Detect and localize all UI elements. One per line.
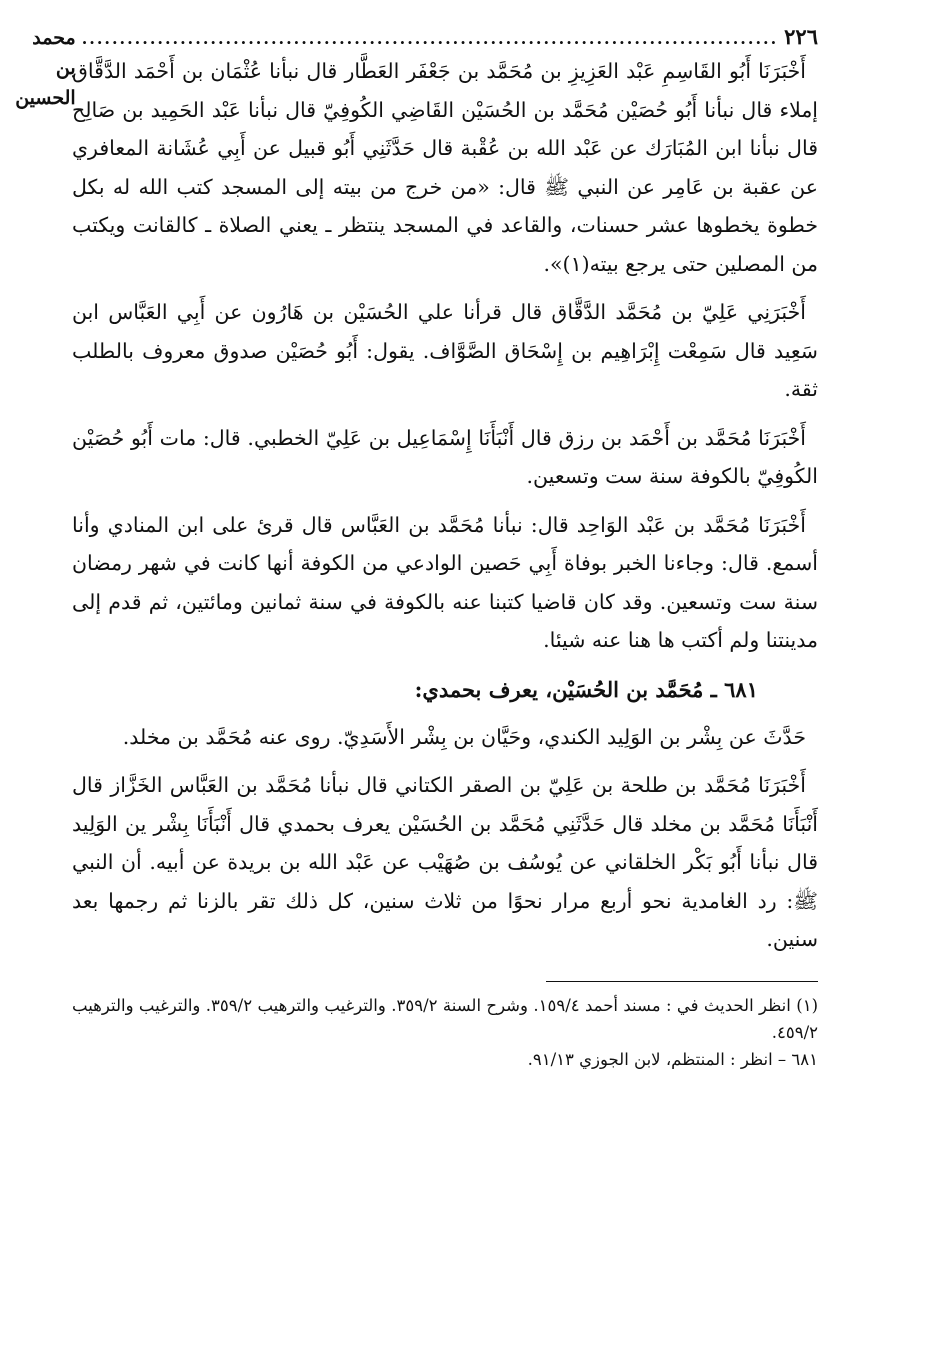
running-header	[15, 22, 818, 109]
running-title: محمد بن الحسين	[15, 27, 76, 109]
footnote-2: ٦٨١ – انظر : المنتظم، لابن الجوزي ٩١/١٣.	[527, 1049, 818, 1069]
footnote-1: (١) انظر الحديث في : مسند أحمد ١٥٩/٤. وشرح السنة ٣٥٩/٢. والترغيب والترهيب ٣٥٩/٢. والترغيب والترهيب ٤٥٩/٢.	[72, 995, 818, 1042]
paragraph-1: أَخْبَرَنَا أَبُو القَاسِمِ عَبْد العَزِيزِ بن مُحَمَّد بن جَعْفَر العَطَّار قال نبأنا عُثْمَان بن أَحْمَد الدَّقَّاق إملاء قال نبأنا أَبُو حُصَيْن مُحَمَّد بن الحُسَيْن القَاضِي الكُوفِيّ قال نبأنا عَبْد الحَمِيد بن صَالِح قال نبأنا ابن المُبَارَك عن عَبْد الله بن عُقْبة قال حَدَّثَنِي أَبُو قبيل عن أَبِي عُشَانة المعافري عن عقبة بن عَامِر عن النبي ﷺ قال: «من خرج من بيته إلى المسجد كتب الله له بكل خطوة يخطوها عشر حسنات، والقاعد في المسجد ينتظر ـ يعني الصلاة ـ كالقانت ويكتب من المصلين حتى يرجع بيته(١)».	[72, 59, 819, 276]
document-page	[15, 22, 819, 1332]
entry-heading: ٦٨١ ـ مُحَمَّد بن الحُسَيْن، يعرف بحمدي:	[414, 676, 758, 702]
paragraph-2: أَخْبَرَنِي عَلِيّ بن مُحَمَّد الدَّقَّاق قال قرأنا علي الحُسَيْن بن هَارُون عن أَبِي العَبَّاس ابن سَعِيد قال سَمِعْت إِبْرَاهِيم بن إِسْحَاق الصَّوَّاف. يقول: أَبُو حُصَيْن صدوق معروف بالطلب ثقة.	[72, 300, 818, 401]
paragraph-4: أَخْبَرَنَا مُحَمَّد بن عَبْد الوَاحِد قال: نبأنا مُحَمَّد بن العَبَّاس قال قرئ على ابن المنادي وأنا أسمع. قال: وجاءنا الخبر بوفاة أَبِي حَصين الوادعي من الكوفة أنها كانت في شهر رمضان سنة ست وتسعين. وقد كان قاضيا كتبنا عنه بالكوفة في سنة ثمانين ومائتين، ثم قدم إلى مدينتنا ولم أكتب ها هنا عنه شيئا.	[72, 512, 818, 652]
paragraph-6: أَخْبَرَنَا مُحَمَّد بن طلحة بن عَلِيّ بن الصقر الكتاني قال نبأنا مُحَمَّد بن العَبَّاس الخَزَّاز قال أَنْبَأَنَا مُحَمَّد بن مخلد قال حَدَّثَنِي مُحَمَّد بن الحُسَيْن يعرف بحمدي قال أَنْبَأَنَا بِشْر ين الوَلِيد قال نبأنا أَبُو بَكْر الخلقاني عن يُوسُف بن صُهَيْب عن عَبْد الله بن بريدة عن أبيه. أن النبي ﷺ: رد الغامدية نحو أربع مرار نحوًا من ثلاث سنين، كل ذلك تقر بالزنا ثم رجمها بعد سنين.	[72, 773, 818, 951]
paragraph-5: حَدَّثَ عن بِشْر بن الوَلِيد الكندي، وحَيَّان بن بِشْر الأَسَدِيّ. روى عنه مُحَمَّد بن مخلد.	[122, 724, 806, 749]
paragraph-3: أَخْبَرَنَا مُحَمَّد بن أَحْمَد بن رزق قال أَنْبَأَنَا إِسْمَاعِيل بن عَلِيّ الخطبي. قال: مات أَبُو حُصَيْن الكُوفِيّ بالكوفة سنة ست وتسعين.	[72, 425, 818, 488]
page-number: ٢٢٦	[784, 24, 818, 49]
footnote-separator	[546, 981, 818, 982]
header-dot-leader: ............................................................................................	[81, 29, 779, 48]
